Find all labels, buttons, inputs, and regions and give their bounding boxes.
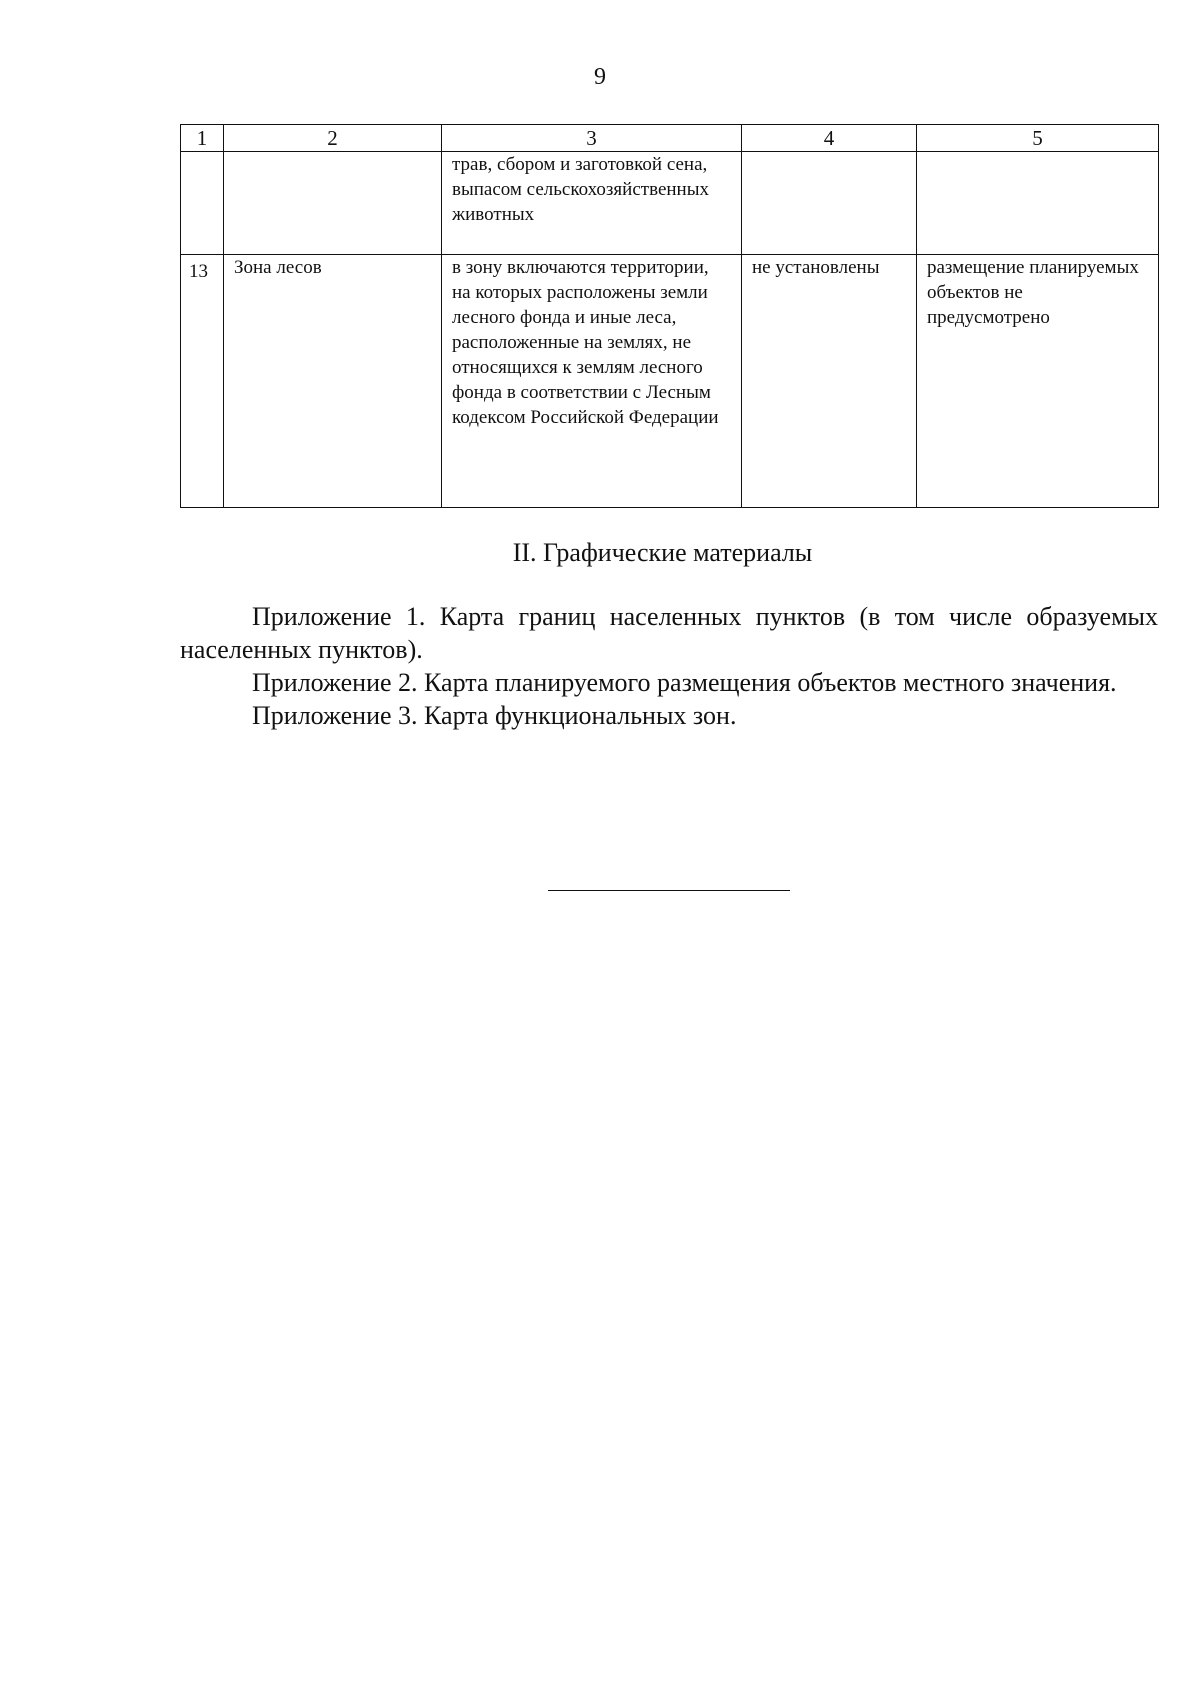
table-row (181, 152, 1159, 255)
planned-objects-cell: размещение планируемых объектов не предусмотрено (917, 255, 1159, 508)
zone-name-cell (224, 152, 442, 255)
zone-name-cell: Зона лесов (224, 255, 442, 508)
row-number-cell: 13 (181, 255, 224, 508)
zone-parameters-cell (742, 152, 917, 255)
section-heading: II. Графические материалы (512, 538, 813, 567)
end-of-document-line (548, 890, 790, 891)
appendix-item: Приложение 1. Карта границ населенных пунктов (в том числе образуемых населенных пунктов). (180, 602, 1158, 664)
appendix-item: Приложение 2. Карта планируемого размещения объектов местного значения. (252, 668, 1117, 697)
functional-zones-table (180, 124, 1159, 508)
page-number: 9 (594, 64, 606, 90)
column-header: 3 (442, 125, 742, 152)
zone-description-cell: трав, сбором и заготовкой сена, выпасом сельскохозяйственных животных (442, 152, 742, 255)
table-row (181, 255, 1159, 508)
column-header: 5 (917, 125, 1159, 152)
column-header: 1 (181, 125, 224, 152)
table-header-row (181, 125, 1159, 152)
zone-description-cell: в зону включаются территории, на которых расположены земли лесного фонда и иные леса, расположенные на землях, не относящихся к землям лесного фонда в соответствии с Лесным кодексом Российской Федерации (442, 255, 742, 508)
row-number-cell (181, 152, 224, 255)
appendix-list (180, 600, 1158, 732)
zone-parameters-cell: не установлены (742, 255, 917, 508)
column-header: 2 (224, 125, 442, 152)
planned-objects-cell (917, 152, 1159, 255)
column-header: 4 (742, 125, 917, 152)
appendix-item: Приложение 3. Карта функциональных зон. (252, 701, 737, 730)
